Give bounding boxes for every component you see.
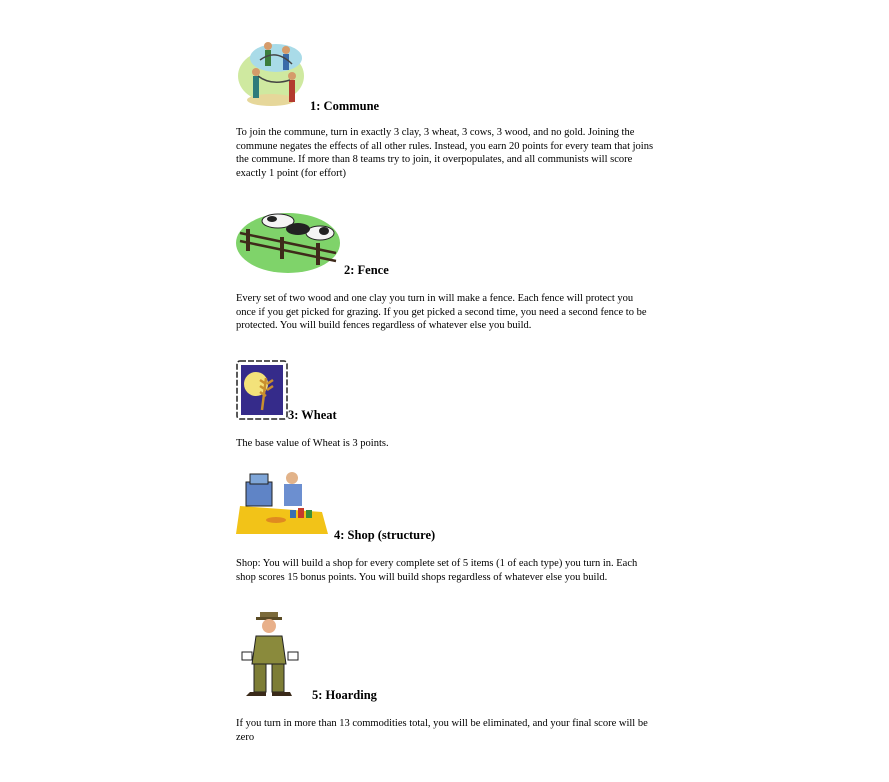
empty-pockets-man-icon — [236, 608, 312, 700]
shopkeeper-register-icon — [236, 464, 332, 534]
section-body: The base value of Wheat is 3 points. — [236, 438, 389, 449]
people-circle-icon — [236, 38, 306, 108]
cows-fence-icon — [236, 207, 344, 275]
section-body: Shop: You will build a shop for every complete set of 5 items (1 of each type) you turn in. Each shop scores 15 bonus points. You will build shops regardless of whatever else you build. — [236, 558, 638, 583]
section-body: If you turn in more than 13 commodities total, you will be eliminated, and your final score will be zero — [236, 718, 648, 743]
section-body: To join the commune, turn in exactly 3 clay, 3 wheat, 3 cows, 3 wood, and no gold. Joining the commune negates the effects of all other rules. Instead, you earn 20 points for every team that joins the commune. If more than 8 teams try to join, it overpopulates, and all communists will score exactly 1 point (for effort) — [236, 127, 654, 179]
section-heading: 4: Shop (structure) — [334, 528, 436, 542]
section-heading: 1: Commune — [310, 99, 380, 113]
wheat-moon-icon — [236, 360, 288, 420]
section-heading: 3: Wheat — [288, 408, 337, 422]
section-body: Every set of two wood and one clay you turn in will make a fence. Each fence will protect you once if you get picked for grazing. If you get picked a second time, you need a second fence to be protected. You will build fences regardless of whatever else you build. — [236, 293, 647, 332]
section-heading: 2: Fence — [344, 263, 389, 277]
section-heading: 5: Hoarding — [312, 688, 377, 702]
